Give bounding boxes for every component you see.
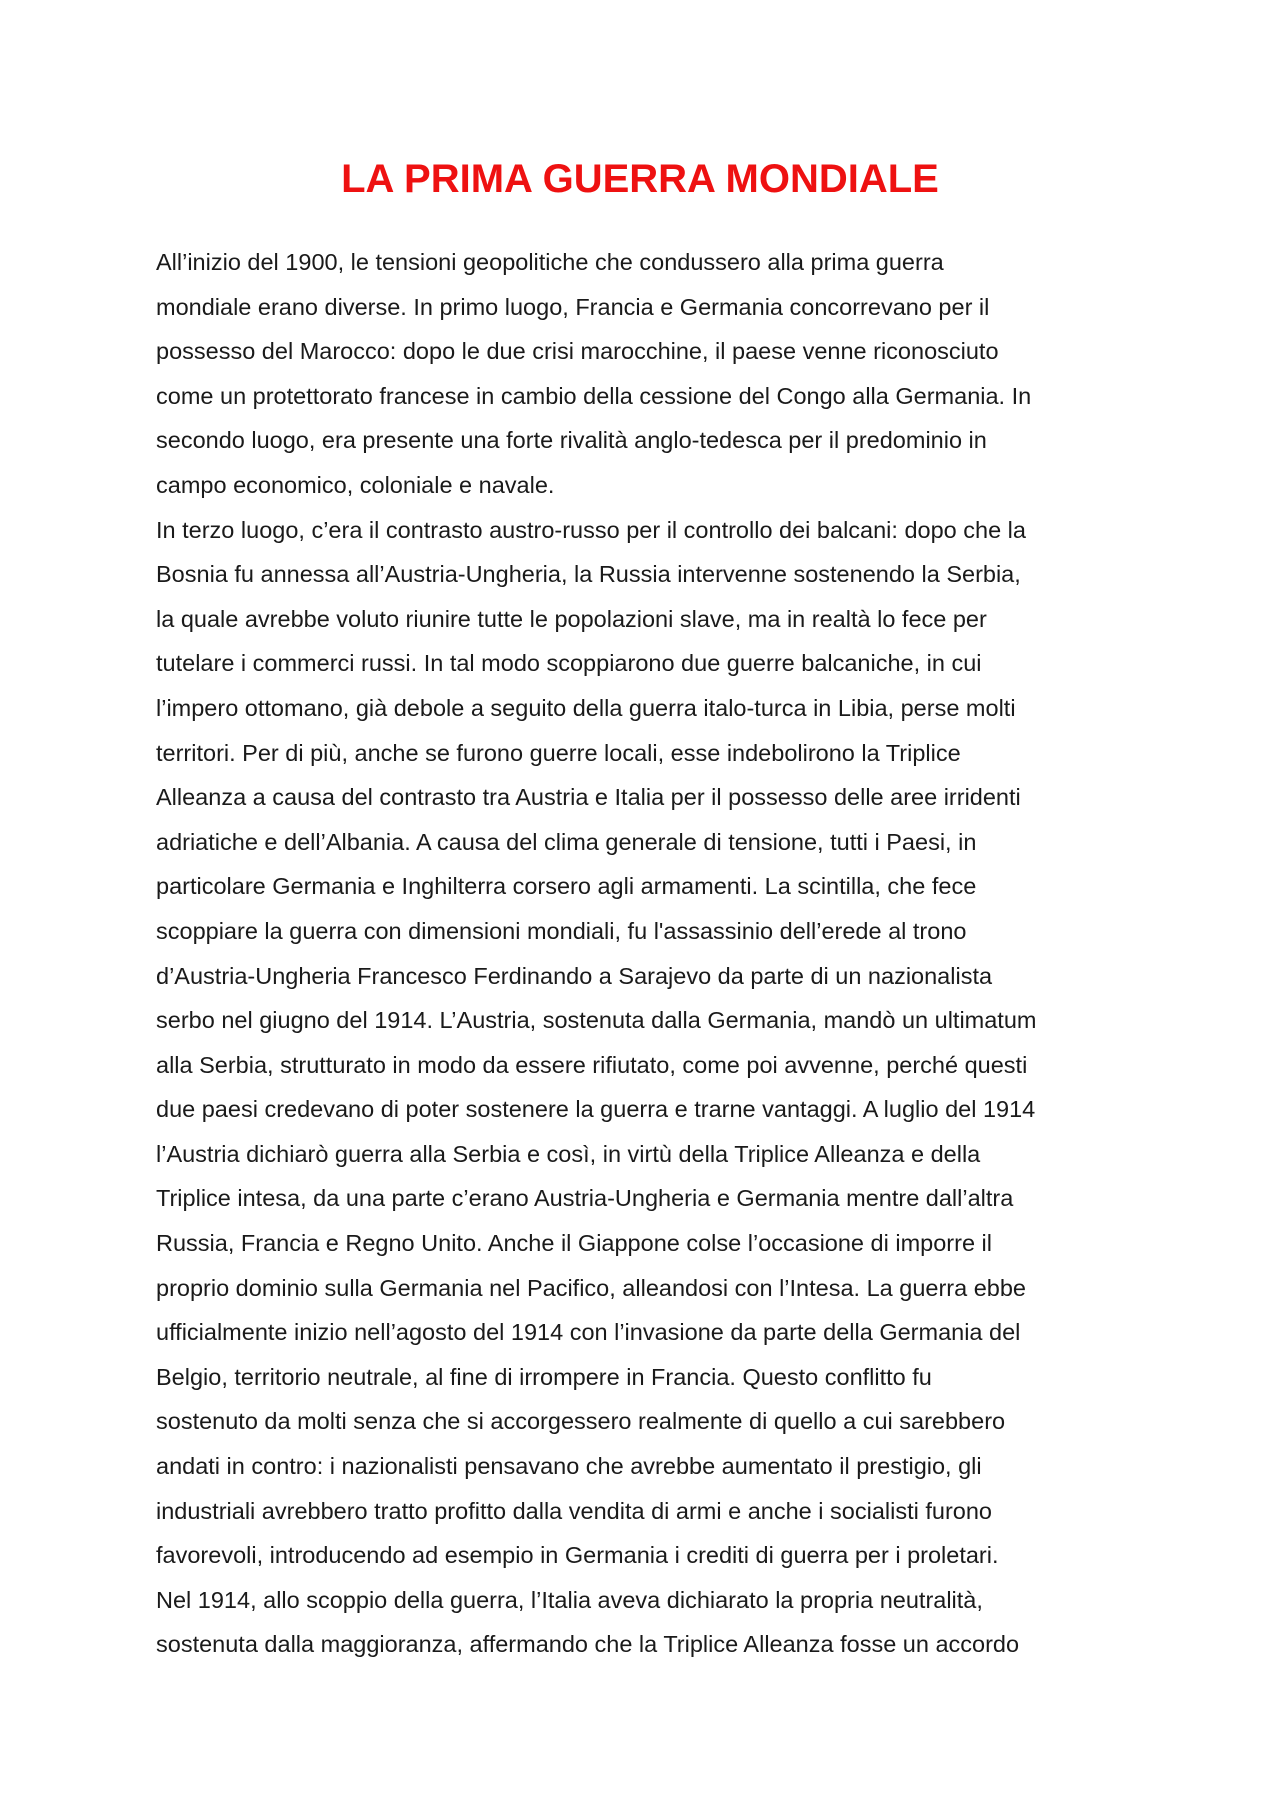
text-line: come un protettorato francese in cambio della cessione del Congo alla Germania. In [156, 382, 1032, 409]
text-line: Russia, Francia e Regno Unito. Anche il Giappone colse l’occasione di imporre il [156, 1230, 992, 1257]
text-line: tutelare i commerci russi. In tal modo scoppiarono due guerre balcaniche, in cui [156, 650, 982, 677]
text-line: Bosnia fu annessa all’Austria-Ungheria, la Russia intervenne sostenendo la Serbia, [156, 561, 1021, 588]
text-line: sostenuto da molti senza che si accorgessero realmente di quello a cui sarebbero [156, 1408, 1006, 1435]
text-line: Belgio, territorio neutrale, al fine di irrompere in Francia. Questo conflitto fu [156, 1363, 932, 1390]
text-line: ufficialmente inizio nell’agosto del 1914 con l’invasione da parte della Germania del [156, 1319, 1021, 1346]
text-line: Nel 1914, allo scoppio della guerra, l’Italia aveva dichiarato la propria neutralità, [156, 1586, 983, 1613]
body-text [156, 240, 1156, 1667]
text-line: favorevoli, introducendo ad esempio in Germania i crediti di guerra per i proletari. [156, 1542, 999, 1569]
text-line: particolare Germania e Inghilterra corsero agli armamenti. La scintilla, che fece [156, 873, 977, 900]
text-line: campo economico, coloniale e navale. [156, 471, 555, 498]
text-line: l’impero ottomano, già debole a seguito della guerra italo-turca in Libia, perse molti [156, 694, 1016, 721]
text-line: la quale avrebbe voluto riunire tutte le popolazioni slave, ma in realtà lo fece per [156, 605, 987, 632]
text-line: Triplice intesa, da una parte c’erano Austria-Ungheria e Germania mentre dall’altra [156, 1185, 1014, 1212]
text-line: All’inizio del 1900, le tensioni geopolitiche che condussero alla prima guerra [156, 249, 944, 275]
text-line: alla Serbia, strutturato in modo da essere rifiutato, come poi avvenne, perché questi [156, 1051, 1028, 1078]
text-line: mondiale erano diverse. In primo luogo, Francia e Germania concorrevano per il [156, 293, 990, 320]
text-line: serbo nel giugno del 1914. L’Austria, sostenuta dalla Germania, mandò un ultimatum [156, 1007, 1037, 1034]
text-line: due paesi credevano di poter sostenere la guerra e trarne vantaggi. A luglio del 1914 [156, 1096, 1036, 1123]
text-line: In terzo luogo, c’era il contrasto austro-russo per il controllo dei balcani: dopo che la [156, 516, 1026, 543]
text-line: l’Austria dichiarò guerra alla Serbia e così, in virtù della Triplice Alleanza e della [156, 1140, 981, 1167]
text-line: scoppiare la guerra con dimensioni mondiali, fu l'assassinio dell’erede al trono [156, 917, 967, 944]
text-line: d’Austria-Ungheria Francesco Ferdinando a Sarajevo da parte di un nazionalista [156, 962, 993, 989]
text-line: proprio dominio sulla Germania nel Pacifico, alleandosi con l’Intesa. La guerra ebbe [156, 1274, 1027, 1301]
page-title: LA PRIMA GUERRA MONDIALE [341, 157, 939, 201]
text-line: sostenuta dalla maggioranza, affermando che la Triplice Alleanza fosse un accordo [156, 1631, 1020, 1658]
text-line: territori. Per di più, anche se furono guerre locali, esse indebolirono la Triplice [156, 739, 961, 766]
text-line: Alleanza a causa del contrasto tra Austria e Italia per il possesso delle aree irridenti [156, 784, 1021, 811]
text-line: secondo luogo, era presente una forte rivalità anglo-tedesca per il predominio in [156, 427, 987, 454]
text-line: andati in contro: i nazionalisti pensavano che avrebbe aumentato il prestigio, gli [156, 1453, 982, 1480]
text-line: industriali avrebbero tratto profitto dalla vendita di armi e anche i socialisti furono [156, 1497, 992, 1524]
text-line: possesso del Marocco: dopo le due crisi marocchine, il paese venne riconosciuto [156, 338, 999, 365]
text-line: adriatiche e dell’Albania. A causa del clima generale di tensione, tutti i Paesi, in [156, 828, 977, 855]
